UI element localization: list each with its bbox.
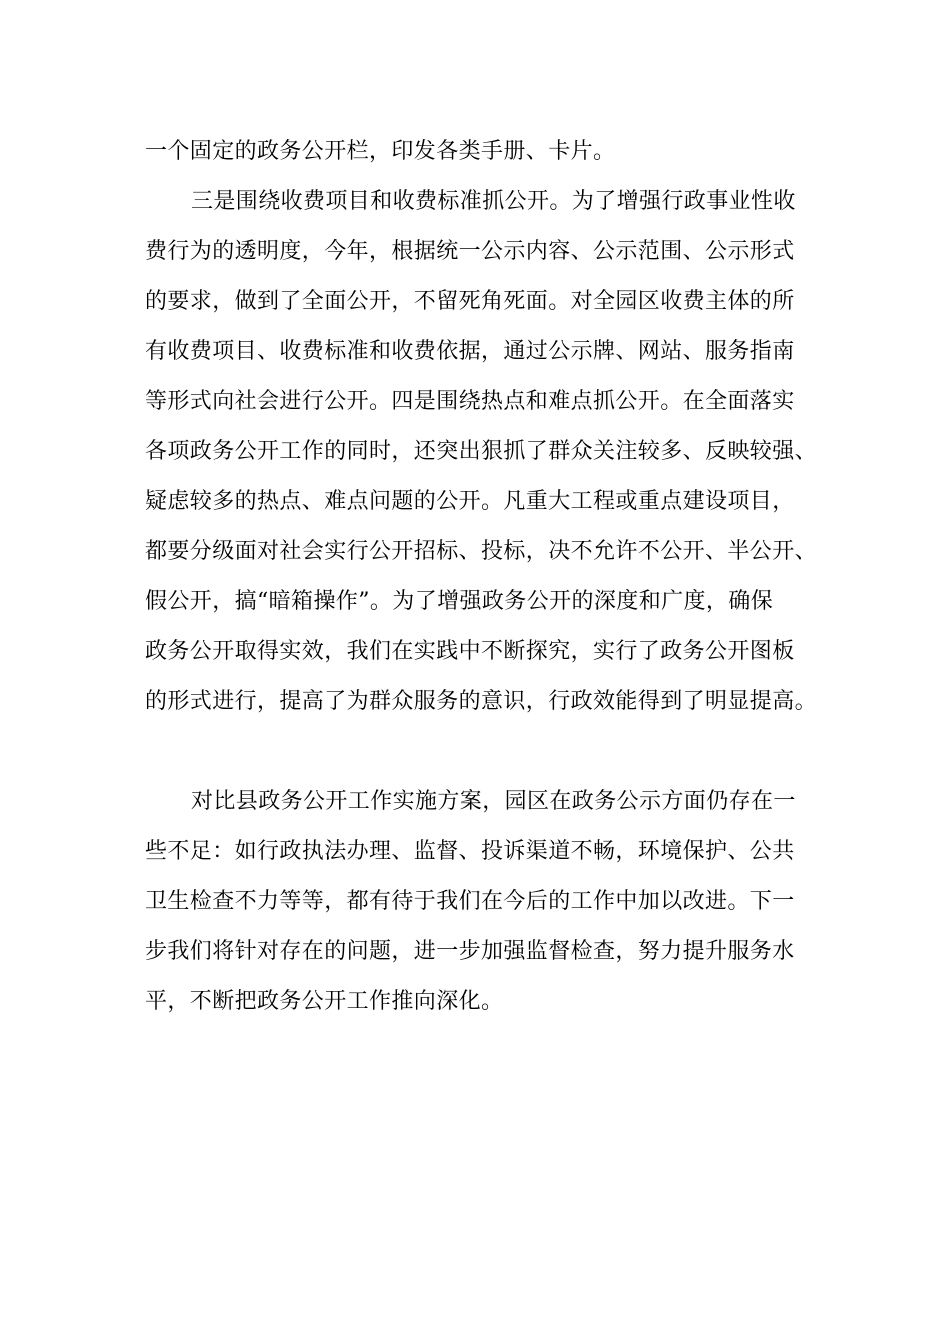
text-line: 等形式向社会进行公开。四是围绕热点和难点抓公开。在全面落实 <box>145 389 795 414</box>
text-line: 平，不断把政务公开工作推向深化。 <box>145 989 504 1014</box>
text-line: 三是围绕收费项目和收费标准抓公开。为了增强行政事业性收 <box>191 189 796 214</box>
text-line: 费行为的透明度，今年，根据统一公示内容、公示范围、公示形式 <box>145 239 795 264</box>
text-line: 有收费项目、收费标准和收费依据，通过公示牌、网站、服务指南 <box>145 339 795 364</box>
text-line: 假公开，搞“暗箱操作”。为了增强政务公开的深度和广度，确保 <box>145 589 774 614</box>
text-line: 各项政务公开工作的同时，还突出狠抓了群众关注较多、反映较强、 <box>145 439 818 464</box>
text-line: 疑虑较多的热点、难点问题的公开。凡重大工程或重点建设项目， <box>145 489 795 514</box>
text-line: 些不足：如行政执法办理、监督、投诉渠道不畅，环境保护、公共 <box>145 839 795 864</box>
text-line: 的形式进行，提高了为群众服务的意识，行政效能得到了明显提高。 <box>145 689 818 714</box>
text-line: 一个固定的政务公开栏，印发各类手册、卡片。 <box>145 139 616 164</box>
text-line: 政务公开取得实效，我们在实践中不断探究，实行了政务公开图板 <box>145 639 795 664</box>
text-line: 的要求，做到了全面公开，不留死角死面。对全园区收费主体的所 <box>145 289 795 314</box>
text-line: 步我们将针对存在的问题，进一步加强监督检查，努力提升服务水 <box>145 939 795 964</box>
text-line: 卫生检查不力等等，都有待于我们在今后的工作中加以改进。下一 <box>145 889 795 914</box>
text-line: 对比县政务公开工作实施方案，园区在政务公示方面仍存在一 <box>191 789 796 814</box>
text-line: 都要分级面对社会实行公开招标、投标，决不允许不公开、半公开、 <box>145 539 818 564</box>
